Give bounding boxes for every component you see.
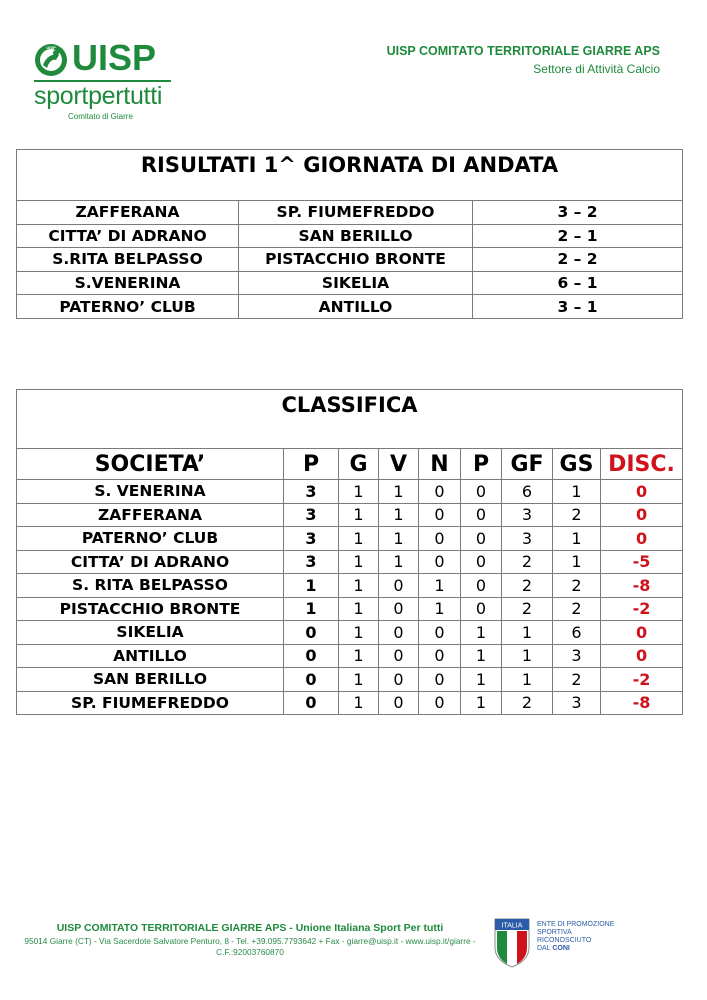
standings-discipline: -5 <box>601 550 683 574</box>
standings-goals-against: 6 <box>553 621 601 645</box>
footer-tax-code: C.F.:92003760870 <box>216 947 284 957</box>
standings-won: 0 <box>379 691 419 715</box>
standings-discipline: -8 <box>601 691 683 715</box>
standings-drawn: 0 <box>419 550 461 574</box>
standings-drawn: 1 <box>419 574 461 598</box>
standings-won: 0 <box>379 574 419 598</box>
col-header-goals-against: GS <box>553 449 601 480</box>
standings-discipline: 0 <box>601 621 683 645</box>
standings-drawn: 0 <box>419 691 461 715</box>
standings-team: SIKELIA <box>17 621 284 645</box>
logo-tagline: sportpertutti <box>34 82 163 110</box>
match-row <box>17 248 683 272</box>
standings-goals-for: 1 <box>502 621 553 645</box>
away-team: SAN BERILLO <box>239 224 473 248</box>
standings-lost: 0 <box>461 527 502 551</box>
results-table <box>16 149 683 319</box>
home-team: ZAFFERANA <box>17 201 239 225</box>
standings-points: 0 <box>284 691 339 715</box>
standings-won: 1 <box>379 550 419 574</box>
standings-lost: 0 <box>461 597 502 621</box>
standings-points: 3 <box>284 503 339 527</box>
col-header-won: V <box>379 449 419 480</box>
header-title: UISP COMITATO TERRITORIALE GIARRE APS <box>386 44 660 58</box>
standings-won: 0 <box>379 668 419 692</box>
standings-played: 1 <box>339 668 379 692</box>
standings-played: 1 <box>339 503 379 527</box>
coni-line-4-bold: CONI <box>552 945 570 952</box>
standings-goals-for: 1 <box>502 644 553 668</box>
standings-discipline: -2 <box>601 668 683 692</box>
standings-drawn: 0 <box>419 480 461 504</box>
standings-drawn: 0 <box>419 621 461 645</box>
standings-team: ANTILLO <box>17 644 284 668</box>
standings-goals-against: 3 <box>553 691 601 715</box>
standings-points: 1 <box>284 574 339 598</box>
standings-lost: 1 <box>461 691 502 715</box>
standings-discipline: -2 <box>601 597 683 621</box>
standings-goals-for: 2 <box>502 691 553 715</box>
standings-row <box>17 527 683 551</box>
standings-won: 0 <box>379 644 419 668</box>
match-score: 2 – 1 <box>473 224 683 248</box>
standings-goals-against: 1 <box>553 480 601 504</box>
footer-title: UISP COMITATO TERRITORIALE GIARRE APS - Unione Italiana Sport Per tutti <box>56 922 444 934</box>
standings-discipline: 0 <box>601 503 683 527</box>
standings-row <box>17 597 683 621</box>
standings-won: 1 <box>379 527 419 551</box>
match-score: 3 – 2 <box>473 201 683 225</box>
coni-line-3: RICONOSCIUTO <box>537 937 592 944</box>
standings-goals-against: 2 <box>553 503 601 527</box>
coni-line-4 <box>537 945 614 953</box>
standings-goals-against: 3 <box>553 644 601 668</box>
standings-played: 1 <box>339 527 379 551</box>
standings-lost: 0 <box>461 550 502 574</box>
standings-row <box>17 668 683 692</box>
standings-goals-for: 3 <box>502 527 553 551</box>
away-team: PISTACCHIO BRONTE <box>239 248 473 272</box>
standings-played: 1 <box>339 574 379 598</box>
col-header-lost: P <box>461 449 502 480</box>
standings-lost: 1 <box>461 621 502 645</box>
standings-team: PISTACCHIO BRONTE <box>17 597 284 621</box>
standings-discipline: 0 <box>601 480 683 504</box>
results-title: RISULTATI 1^ GIORNATA DI ANDATA <box>17 150 683 201</box>
standings-lost: 1 <box>461 644 502 668</box>
standings-row <box>17 480 683 504</box>
standings-drawn: 0 <box>419 503 461 527</box>
standings-points: 0 <box>284 621 339 645</box>
standings-goals-against: 2 <box>553 668 601 692</box>
away-team: SIKELIA <box>239 271 473 295</box>
coni-line-4-prefix: DAL <box>537 945 551 952</box>
match-row <box>17 295 683 319</box>
standings-points: 0 <box>284 644 339 668</box>
standings-goals-for: 2 <box>502 574 553 598</box>
match-score: 3 – 1 <box>473 295 683 319</box>
standings-team: CITTA’ DI ADRANO <box>17 550 284 574</box>
footer-address: 95014 Giarre (CT) - Via Sacerdote Salvatore Penturo, 8 - Tel. +39.095.7793642 + Fax - giarre@uisp.it - www.uisp.it/giarre - <box>24 936 476 946</box>
standings-won: 1 <box>379 480 419 504</box>
standings-row <box>17 550 683 574</box>
standings-header-row <box>17 449 683 480</box>
coni-line-2: SPORTIVA <box>537 929 572 936</box>
col-header-played: G <box>339 449 379 480</box>
away-team: ANTILLO <box>239 295 473 319</box>
standings-lost: 0 <box>461 503 502 527</box>
standings-goals-against: 1 <box>553 527 601 551</box>
home-team: S.RITA BELPASSO <box>17 248 239 272</box>
standings-goals-against: 1 <box>553 550 601 574</box>
standings-team: S. VENERINA <box>17 480 284 504</box>
standings-row <box>17 621 683 645</box>
standings-team: SAN BERILLO <box>17 668 284 692</box>
col-header-discipline: DISC. <box>601 449 683 480</box>
standings-won: 1 <box>379 503 419 527</box>
col-header-goals-for: GF <box>502 449 553 480</box>
standings-drawn: 0 <box>419 527 461 551</box>
standings-played: 1 <box>339 597 379 621</box>
logo-committee: Comitato di Giarre <box>68 112 133 121</box>
standings-won: 0 <box>379 597 419 621</box>
col-header-points: P <box>284 449 339 480</box>
svg-text:ITALIA: ITALIA <box>501 922 523 930</box>
standings-table <box>16 389 683 715</box>
logo-brand: UISP <box>72 37 157 78</box>
standings-played: 1 <box>339 480 379 504</box>
standings-played: 1 <box>339 550 379 574</box>
standings-played: 1 <box>339 621 379 645</box>
match-row <box>17 224 683 248</box>
standings-team: PATERNO’ CLUB <box>17 527 284 551</box>
standings-discipline: -8 <box>601 574 683 598</box>
away-team: SP. FIUMEFREDDO <box>239 201 473 225</box>
standings-points: 3 <box>284 527 339 551</box>
standings-lost: 1 <box>461 668 502 692</box>
standings-played: 1 <box>339 644 379 668</box>
col-header-team: SOCIETA’ <box>17 449 284 480</box>
standings-points: 3 <box>284 550 339 574</box>
standings-team: ZAFFERANA <box>17 503 284 527</box>
home-team: CITTA’ DI ADRANO <box>17 224 239 248</box>
standings-goals-for: 3 <box>502 503 553 527</box>
match-row <box>17 201 683 225</box>
standings-lost: 0 <box>461 574 502 598</box>
standings-played: 1 <box>339 691 379 715</box>
match-row <box>17 271 683 295</box>
italia-shield-icon <box>494 918 530 968</box>
standings-row <box>17 503 683 527</box>
standings-goals-against: 2 <box>553 597 601 621</box>
standings-lost: 0 <box>461 480 502 504</box>
home-team: PATERNO’ CLUB <box>17 295 239 319</box>
standings-discipline: 0 <box>601 644 683 668</box>
standings-goals-for: 2 <box>502 597 553 621</box>
standings-drawn: 0 <box>419 644 461 668</box>
home-team: S.VENERINA <box>17 271 239 295</box>
standings-team: SP. FIUMEFREDDO <box>17 691 284 715</box>
col-header-drawn: N <box>419 449 461 480</box>
standings-won: 0 <box>379 621 419 645</box>
uisp-logo <box>32 37 182 124</box>
header-subtitle: Settore di Attività Calcio <box>533 62 660 76</box>
standings-drawn: 1 <box>419 597 461 621</box>
coni-badge-text <box>537 921 614 953</box>
standings-points: 3 <box>284 480 339 504</box>
standings-goals-for: 6 <box>502 480 553 504</box>
standings-row <box>17 644 683 668</box>
standings-team: S. RITA BELPASSO <box>17 574 284 598</box>
runner-emblem-icon <box>34 43 68 77</box>
match-score: 6 – 1 <box>473 271 683 295</box>
standings-row <box>17 574 683 598</box>
standings-title: CLASSIFICA <box>17 390 683 449</box>
standings-goals-against: 2 <box>553 574 601 598</box>
coni-line-1: ENTE DI PROMOZIONE <box>537 921 615 928</box>
standings-goals-for: 2 <box>502 550 553 574</box>
standings-points: 1 <box>284 597 339 621</box>
standings-points: 0 <box>284 668 339 692</box>
match-score: 2 – 2 <box>473 248 683 272</box>
standings-row <box>17 691 683 715</box>
standings-drawn: 0 <box>419 668 461 692</box>
svg-text:UISP: UISP <box>46 45 56 50</box>
standings-goals-for: 1 <box>502 668 553 692</box>
coni-badge <box>494 918 624 970</box>
standings-discipline: 0 <box>601 527 683 551</box>
